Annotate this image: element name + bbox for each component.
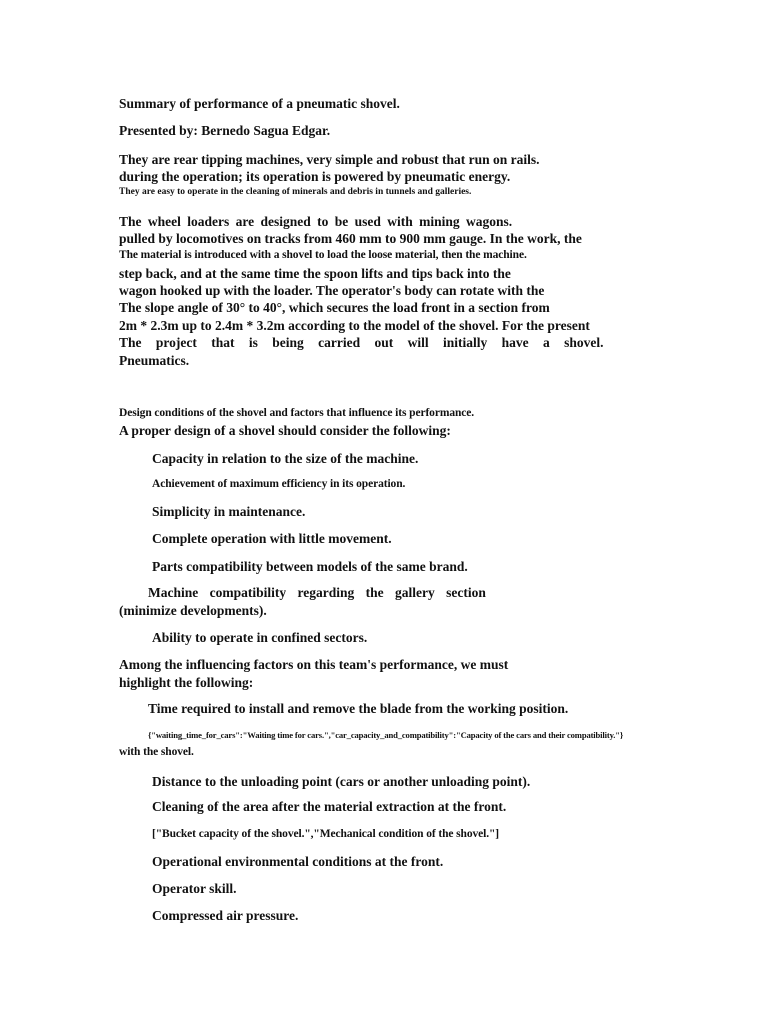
section-heading-line: A proper design of a shovel should consider the following: <box>119 423 451 438</box>
list-item: Time required to install and remove the blade from the working position. <box>148 701 569 716</box>
section-heading-line: Design conditions of the shovel and factors that influence its performance. <box>119 407 475 419</box>
list-item: Simplicity in maintenance. <box>152 504 306 519</box>
list-item: Ability to operate in confined sectors. <box>152 630 368 645</box>
presenter-line: Presented by: Bernedo Sagua Edgar. <box>119 123 331 138</box>
list-item: Operational environmental conditions at the front. <box>152 854 444 869</box>
section-heading-line: highlight the following: <box>119 675 254 690</box>
list-item-raw-json: {"waiting_time_for_cars":"Waiting time for cars.","car_capacity_and_compatibility":"Capacity of the cars and their compatibility."} <box>148 730 624 740</box>
list-item-continuation: with the shovel. <box>119 746 194 758</box>
list-item: Capacity in relation to the size of the machine. <box>152 451 419 466</box>
intro-line: They are rear tipping machines, very simple and robust that run on rails. <box>119 152 540 167</box>
list-item: Complete operation with little movement. <box>152 531 392 546</box>
document-title: Summary of performance of a pneumatic shovel. <box>119 96 400 111</box>
description-line: The project that is being carried out will initially have a shovel. <box>119 335 604 350</box>
intro-line: during the operation; its operation is powered by pneumatic energy. <box>119 169 511 184</box>
description-line: The slope angle of 30° to 40°, which secures the load front in a section from <box>119 300 550 315</box>
intro-line: They are easy to operate in the cleaning of minerals and debris in tunnels and galleries. <box>119 187 472 197</box>
section-heading-line: Among the influencing factors on this team's performance, we must <box>119 657 509 672</box>
description-line: 2m * 2.3m up to 2.4m * 3.2m according to the model of the shovel. For the present <box>119 318 590 333</box>
description-line: step back, and at the same time the spoon lifts and tips back into the <box>119 266 511 281</box>
list-item-raw-json: ["Bucket capacity of the shovel.","Mechanical condition of the shovel."] <box>152 828 500 840</box>
list-item-continuation: (minimize developments). <box>119 603 267 618</box>
list-item: Machine compatibility regarding the gallery section <box>148 585 486 600</box>
list-item: Compressed air pressure. <box>152 908 299 923</box>
description-line: The wheel loaders are designed to be used with mining wagons. <box>119 214 513 229</box>
list-item: Distance to the unloading point (cars or another unloading point). <box>152 774 531 789</box>
description-line: wagon hooked up with the loader. The operator's body can rotate with the <box>119 283 545 298</box>
description-line: pulled by locomotives on tracks from 460 mm to 900 mm gauge. In the work, the <box>119 231 582 246</box>
description-line: The material is introduced with a shovel to load the loose material, then the machine. <box>119 249 527 261</box>
description-line: Pneumatics. <box>119 353 190 368</box>
list-item: Cleaning of the area after the material extraction at the front. <box>152 799 507 814</box>
list-item: Parts compatibility between models of the same brand. <box>152 559 468 574</box>
list-item: Achievement of maximum efficiency in its operation. <box>152 478 406 490</box>
list-item: Operator skill. <box>152 881 237 896</box>
